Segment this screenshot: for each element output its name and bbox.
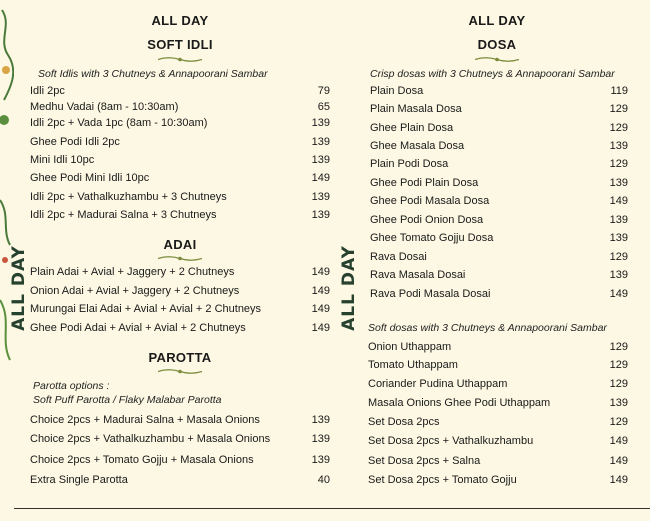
item-price: 139 (311, 433, 330, 445)
item-name: Tomato Uthappam (368, 359, 458, 371)
menu-item (366, 433, 628, 449)
item-name: Medhu Vadai (8am - 10:30am) (30, 101, 179, 113)
menu-item (366, 286, 628, 302)
section-title-soft-idli: SOFT IDLI (147, 37, 213, 52)
menu-item (366, 357, 628, 373)
item-name: Rava Dosai (370, 251, 427, 263)
menu-item (30, 472, 330, 488)
item-name: Rava Masala Dosai (370, 269, 466, 281)
item-name: Ghee Podi Plain Dosa (370, 177, 479, 189)
ornament-divider (158, 56, 202, 63)
item-price: 149 (311, 322, 330, 334)
side-label-left: ALL DAY (9, 245, 29, 331)
item-price: 40 (317, 474, 330, 486)
item-price: 129 (609, 416, 628, 428)
section-note: Soft dosas with 3 Chutneys & Annapoorani Sambar (368, 322, 607, 334)
item-price: 149 (311, 303, 330, 315)
item-price: 149 (609, 455, 628, 467)
menu-item (30, 283, 330, 299)
item-price: 139 (609, 397, 628, 409)
item-name: Ghee Masala Dosa (370, 140, 465, 152)
item-name: Idli 2pc (30, 85, 65, 97)
menu-item (366, 249, 628, 265)
menu-item (30, 99, 330, 115)
item-name: Onion Adai + Avial + Jaggery + 2 Chutneys (30, 285, 240, 297)
item-price: 129 (609, 251, 628, 263)
item-price: 149 (311, 266, 330, 278)
item-price: 139 (609, 214, 628, 226)
item-name: Set Dosa 2pcs + Tomato Gojju (368, 474, 517, 486)
item-name: Plain Masala Dosa (370, 103, 462, 115)
item-name: Choice 2pcs + Vathalkuzhambu + Masala Onions (30, 433, 271, 445)
item-name: Set Dosa 2pcs (368, 416, 440, 428)
menu-item (30, 152, 330, 168)
section-note: Soft Puff Parotta / Flaky Malabar Parotta (33, 394, 222, 406)
menu-item (366, 175, 628, 191)
item-price: 139 (609, 140, 628, 152)
menu-item (30, 170, 330, 186)
menu-item (30, 207, 330, 223)
item-name: Mini Idli 10pc (30, 154, 95, 166)
item-name: Extra Single Parotta (30, 474, 128, 486)
section-note: Crisp dosas with 3 Chutneys & Annapoorani Sambar (370, 68, 615, 80)
item-name: Ghee Podi Adai + Avial + Avial + 2 Chutneys (30, 322, 246, 334)
item-name: Coriander Pudina Uthappam (368, 378, 508, 390)
item-name: Onion Uthappam (368, 341, 452, 353)
item-name: Plain Podi Dosa (370, 158, 449, 170)
menu-item (30, 301, 330, 317)
item-price: 139 (311, 414, 330, 426)
item-price: 65 (317, 101, 330, 113)
item-price: 149 (609, 474, 628, 486)
item-price: 139 (609, 269, 628, 281)
item-price: 139 (311, 191, 330, 203)
item-name: Ghee Podi Onion Dosa (370, 214, 484, 226)
menu-item (366, 376, 628, 392)
item-price: 79 (317, 85, 330, 97)
item-name: Plain Dosa (370, 85, 424, 97)
menu-item (30, 115, 330, 131)
menu-item (30, 431, 330, 447)
item-name: Murungai Elai Adai + Avial + Avial + 2 Chutneys (30, 303, 262, 315)
section-note: Parotta options : (33, 380, 110, 392)
item-price: 139 (609, 177, 628, 189)
menu-item (30, 189, 330, 205)
item-name: Idli 2pc + Madurai Salna + 3 Chutneys (30, 209, 217, 221)
item-price: 149 (609, 435, 628, 447)
side-label-right: ALL DAY (339, 245, 359, 331)
ornament-divider (158, 368, 202, 375)
item-name: Set Dosa 2pcs + Salna (368, 455, 481, 467)
menu-item (366, 339, 628, 355)
menu-item (366, 156, 628, 172)
item-price: 149 (311, 285, 330, 297)
item-price: 129 (609, 378, 628, 390)
item-price: 139 (311, 154, 330, 166)
menu-item (366, 120, 628, 136)
item-price: 149 (609, 195, 628, 207)
item-price: 129 (609, 341, 628, 353)
column-header: ALL DAY (151, 13, 209, 28)
item-price: 129 (609, 122, 628, 134)
menu-item (30, 134, 330, 150)
ornament-divider (158, 255, 202, 262)
section-title-parotta: PAROTTA (148, 350, 212, 365)
item-name: Rava Podi Masala Dosai (370, 288, 491, 300)
menu-item (366, 230, 628, 246)
item-name: Plain Adai + Avial + Jaggery + 2 Chutneys (30, 266, 235, 278)
item-price: 149 (609, 288, 628, 300)
item-price: 129 (609, 158, 628, 170)
item-price: 129 (609, 103, 628, 115)
menu-item (366, 395, 628, 411)
item-price: 129 (609, 359, 628, 371)
section-note: Soft Idlis with 3 Chutneys & Annapoorani Sambar (38, 68, 268, 80)
menu-item (366, 101, 628, 117)
menu-item (30, 412, 330, 428)
item-price: 139 (311, 117, 330, 129)
item-name: Choice 2pcs + Madurai Salna + Masala Onions (30, 414, 260, 426)
column-header: ALL DAY (468, 13, 526, 28)
menu-item (30, 452, 330, 468)
item-price: 139 (311, 136, 330, 148)
item-name: Set Dosa 2pcs + Vathalkuzhambu (368, 435, 534, 447)
item-name: Ghee Podi Mini Idli 10pc (30, 172, 150, 184)
item-name: Ghee Plain Dosa (370, 122, 454, 134)
menu-item (366, 193, 628, 209)
item-name: Choice 2pcs + Tomato Gojju + Masala Onions (30, 454, 254, 466)
menu-item (30, 264, 330, 280)
menu-item (366, 472, 628, 488)
item-name: Ghee Tomato Gojju Dosa (370, 232, 494, 244)
menu-item (366, 414, 628, 430)
item-name: Masala Onions Ghee Podi Uthappam (368, 397, 551, 409)
item-price: 139 (609, 232, 628, 244)
menu-item (366, 453, 628, 469)
menu-item (30, 320, 330, 336)
item-name: Ghee Podi Idli 2pc (30, 136, 120, 148)
bottom-divider (14, 508, 650, 509)
menu-item (366, 138, 628, 154)
item-name: Ghee Podi Masala Dosa (370, 195, 490, 207)
item-price: 119 (610, 85, 628, 97)
ornament-divider (475, 56, 519, 63)
menu-item (366, 83, 628, 99)
item-price: 139 (311, 454, 330, 466)
item-price: 139 (311, 209, 330, 221)
item-name: Idli 2pc + Vada 1pc (8am - 10:30am) (30, 117, 208, 129)
menu-item (30, 83, 330, 99)
menu-item (366, 267, 628, 283)
section-title-adai: ADAI (163, 237, 197, 252)
menu-item (366, 212, 628, 228)
item-name: Idli 2pc + Vathalkuzhambu + 3 Chutneys (30, 191, 227, 203)
item-price: 149 (311, 172, 330, 184)
section-title-dosa: DOSA (477, 37, 517, 52)
